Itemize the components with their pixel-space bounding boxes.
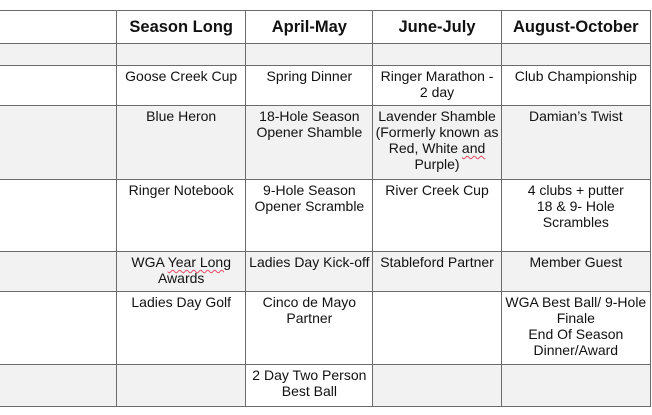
spellcheck-marked-word: and <box>461 140 486 156</box>
june-july-cell <box>373 365 501 407</box>
cell-text: Lavender Shamble (Formerly known as Red, White <box>375 108 499 156</box>
spacer-cell <box>0 44 117 66</box>
header-season-long: Season Long <box>117 11 246 44</box>
events-schedule-table <box>0 10 651 407</box>
season-long-cell <box>117 365 246 407</box>
cell-text: Purple) <box>414 156 460 172</box>
august-october-cell: Member Guest <box>501 252 650 292</box>
spacer-cell <box>501 44 650 66</box>
table-row <box>0 252 651 292</box>
spacer-cell <box>373 44 501 66</box>
august-october-cell: WGA Best Ball/ 9-Hole Finale End Of Season Dinner/Award <box>501 292 650 365</box>
spacer-row <box>0 44 651 66</box>
row-label-cell <box>0 180 117 252</box>
spacer-cell <box>246 44 373 66</box>
april-may-cell: Cinco de Mayo Partner <box>246 292 373 365</box>
season-long-cell <box>117 252 246 292</box>
august-october-cell <box>501 365 650 407</box>
header-blank <box>0 11 117 44</box>
april-may-cell: Spring Dinner <box>246 66 373 106</box>
june-july-cell: River Creek Cup <box>373 180 501 252</box>
june-july-cell: Stableford Partner <box>373 252 501 292</box>
april-may-cell: 9-Hole Season Opener Scramble <box>246 180 373 252</box>
cell-text: WGA <box>131 254 168 270</box>
august-october-cell: Damian’s Twist <box>501 106 650 180</box>
row-label-cell <box>0 106 117 180</box>
header-row <box>0 11 651 44</box>
table-row <box>0 180 651 252</box>
header-june-july: June-July <box>373 11 501 44</box>
table-row <box>0 106 651 180</box>
april-may-cell: Ladies Day Kick-off <box>246 252 373 292</box>
cell-text: Awards <box>157 270 205 286</box>
season-long-cell: Goose Creek Cup <box>117 66 246 106</box>
row-label-cell <box>0 252 117 292</box>
row-label-cell <box>0 365 117 407</box>
april-may-cell: 2 Day Two Person Best Ball <box>246 365 373 407</box>
table-row <box>0 66 651 106</box>
row-label-cell <box>0 292 117 365</box>
june-july-cell: Ringer Marathon - 2 day <box>373 66 501 106</box>
header-april-may: April-May <box>246 11 373 44</box>
june-july-cell <box>373 106 501 180</box>
header-august-october: August-October <box>501 11 650 44</box>
august-october-cell: 4 clubs + putter 18 & 9- Hole Scrambles <box>501 180 650 252</box>
row-label-cell <box>0 66 117 106</box>
season-long-cell: Ladies Day Golf <box>117 292 246 365</box>
august-october-cell: Club Championship <box>501 66 650 106</box>
spacer-cell <box>117 44 246 66</box>
season-long-cell: Ringer Notebook <box>117 180 246 252</box>
spellcheck-marked-word: Year Long <box>167 254 232 270</box>
season-long-cell: Blue Heron <box>117 106 246 180</box>
april-may-cell: 18-Hole Season Opener Shamble <box>246 106 373 180</box>
table-row <box>0 365 651 407</box>
june-july-cell <box>373 292 501 365</box>
table-row <box>0 292 651 365</box>
